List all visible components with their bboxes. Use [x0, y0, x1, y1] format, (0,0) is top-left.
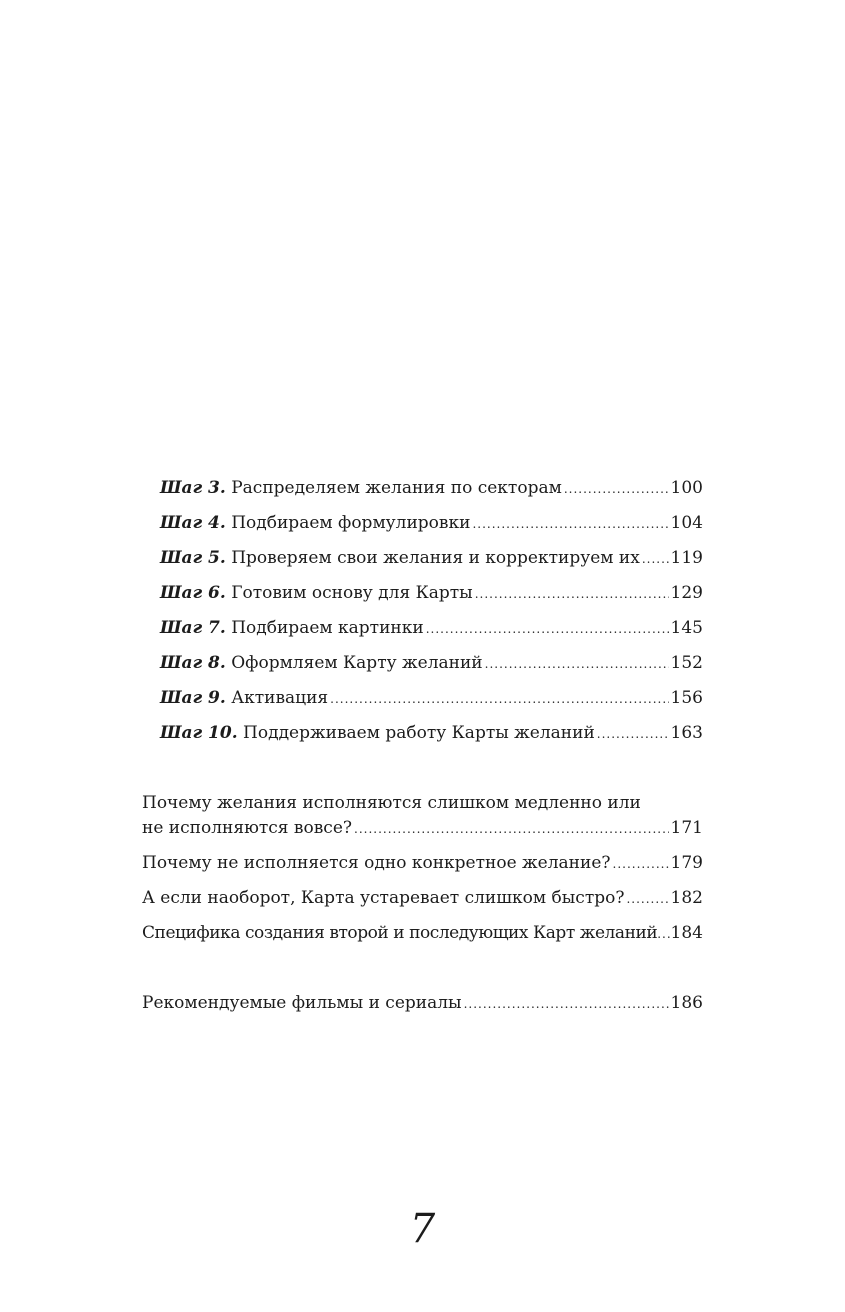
step-number: Шаг 4.: [160, 513, 226, 533]
leader-dots: [626, 887, 668, 912]
leader-dots: [354, 817, 669, 842]
toc-entry-step-10: [160, 721, 703, 746]
leader-dots: [642, 547, 669, 572]
step-number: Шаг 3.: [160, 478, 226, 498]
toc-entry-step-5: [160, 546, 703, 571]
toc-entry-step-6: [160, 581, 703, 606]
step-number: Шаг 5.: [160, 548, 226, 568]
step-number: Шаг 10.: [160, 723, 238, 743]
entry-title: Почему не исполняется одно конкретное желание?: [142, 853, 611, 873]
leader-dots: [475, 582, 669, 607]
step-number: Шаг 7.: [160, 618, 226, 638]
leader-dots: [330, 687, 668, 712]
entry-title: А если наоборот, Карта устаревает слишком быстро?: [142, 888, 625, 908]
page-number: 100: [670, 478, 703, 498]
page-number: 119: [670, 548, 703, 568]
page-number: 152: [670, 653, 703, 673]
leader-dots: [564, 477, 669, 502]
step-number: Шаг 9.: [160, 688, 226, 708]
page-number: 145: [670, 618, 703, 638]
entry-title: Специфика создания второй и последующих Карт желаний: [142, 923, 658, 943]
entry-title: Оформляем Карту желаний: [231, 653, 483, 673]
page-number: 156: [670, 688, 703, 708]
toc-entry-films: [142, 991, 703, 1016]
entry-title-line1: Почему желания исполняются слишком медленно или: [142, 793, 641, 813]
leader-dots: [464, 992, 669, 1017]
entry-title: Подбираем формулировки: [231, 513, 471, 533]
step-number: Шаг 6.: [160, 583, 226, 603]
leader-dots: [613, 852, 669, 877]
entry-title: Поддерживаем работу Карты желаний: [243, 723, 595, 743]
entry-title: Рекомендуемые фильмы и сериалы: [142, 993, 462, 1013]
page-number: 171: [670, 818, 703, 838]
leader-dots: [597, 722, 669, 747]
step-number: Шаг 8.: [160, 653, 226, 673]
page-number: 129: [670, 583, 703, 603]
toc-entry-question-specific: [142, 851, 703, 876]
leader-dots: [472, 512, 668, 537]
entry-title: Распределяем желания по секторам: [231, 478, 562, 498]
toc-entry-step-3: [160, 476, 703, 501]
toc-entry-question-fast: [142, 886, 703, 911]
page-number: 186: [670, 993, 703, 1013]
page-number: 184: [670, 923, 703, 943]
page-number: 104: [670, 513, 703, 533]
page-number: 182: [670, 888, 703, 908]
leader-dots: [426, 617, 669, 642]
entry-title: Подбираем картинки: [231, 618, 424, 638]
toc-entry-step-7: [160, 616, 703, 641]
toc-entry-step-8: [160, 651, 703, 676]
entry-title: Активация: [231, 688, 329, 708]
entry-title: не исполняются вовсе?: [142, 818, 352, 838]
toc-entry-step-9: [160, 686, 703, 711]
leader-dots: [657, 922, 670, 947]
toc-entry-question-slow: [142, 791, 703, 841]
toc-entry-question-second-map: [142, 921, 703, 946]
toc-entry-step-4: [160, 511, 703, 536]
leader-dots: [485, 652, 669, 677]
entry-title: Проверяем свои желания и корректируем их: [231, 548, 640, 568]
entry-title: Готовим основу для Карты: [231, 583, 473, 603]
page-number: 179: [670, 853, 703, 873]
page-folio: 7: [409, 1206, 436, 1252]
page-number: 163: [670, 723, 703, 743]
